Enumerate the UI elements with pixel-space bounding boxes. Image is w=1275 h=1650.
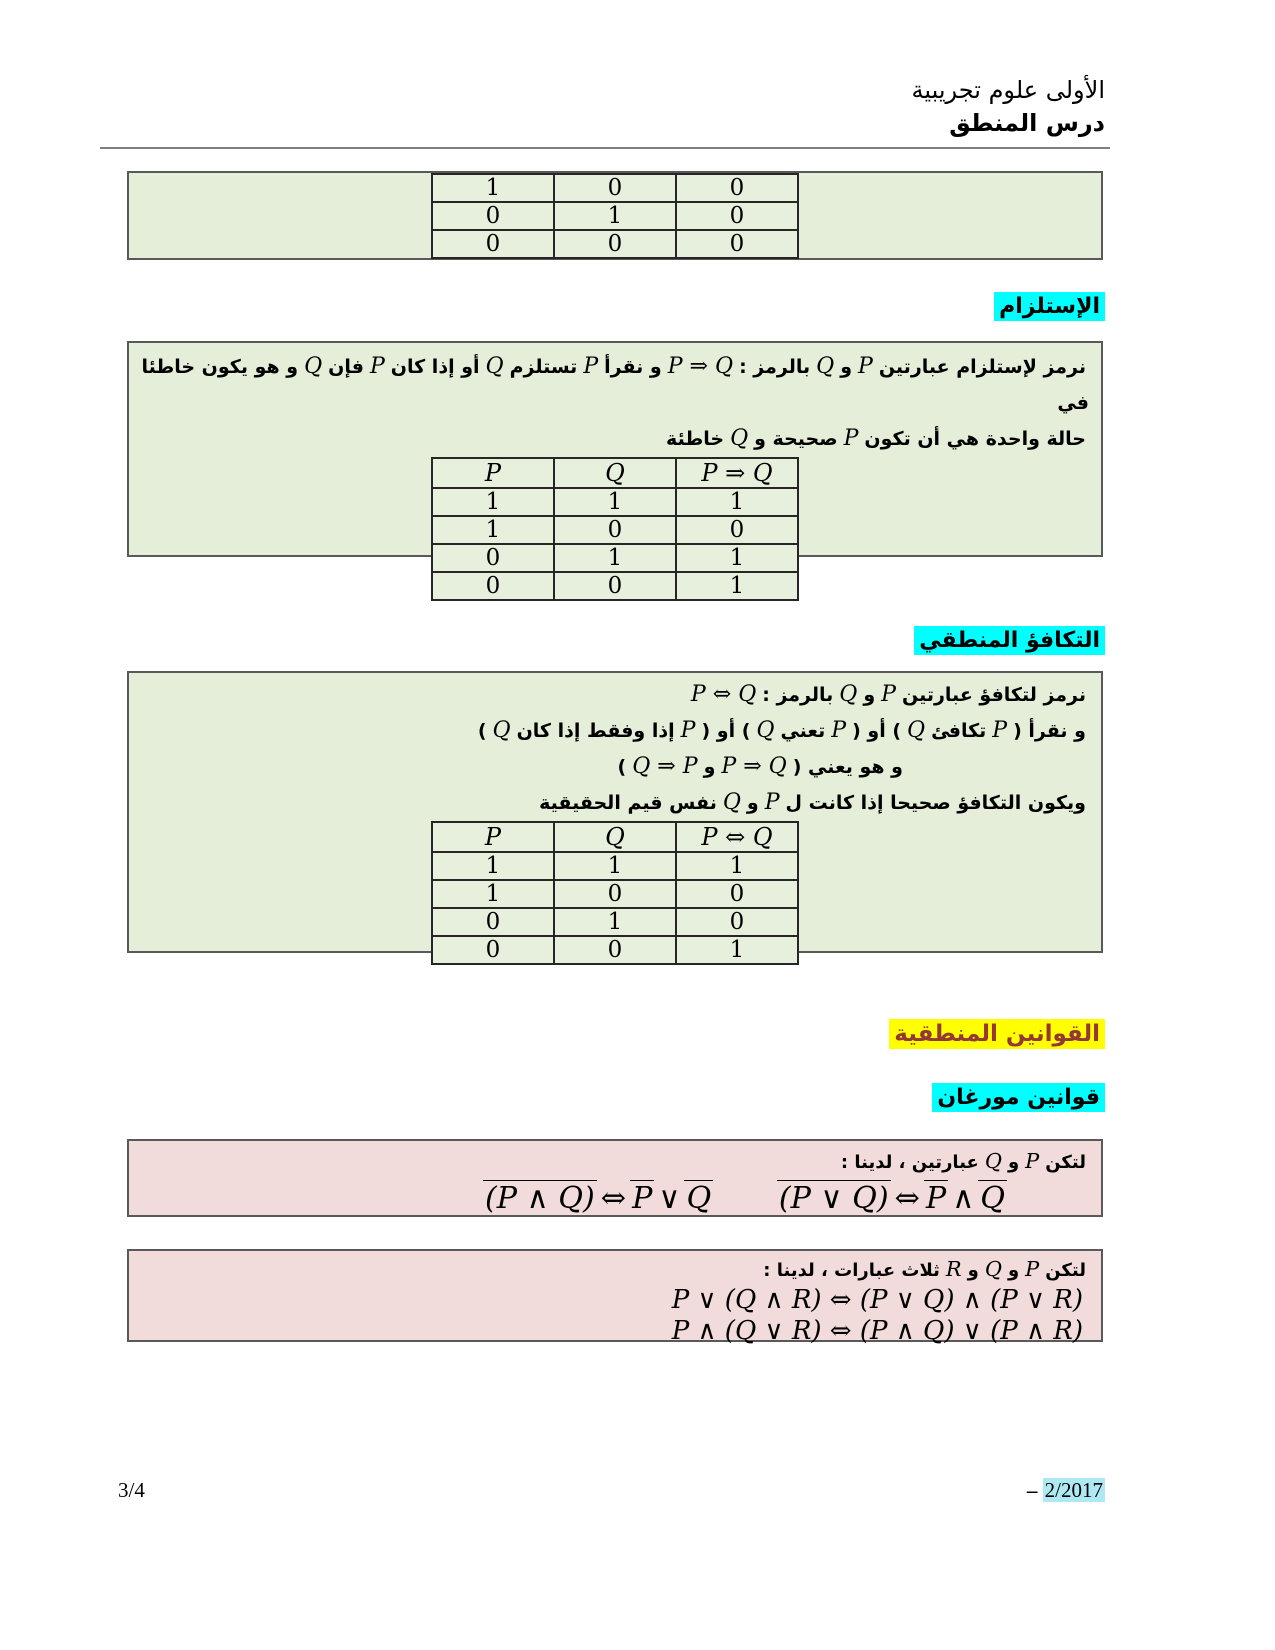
table-header-cell: P <box>432 822 554 852</box>
math-segment: P <box>764 790 780 815</box>
text-segment: و <box>840 356 852 378</box>
morgan-laws-heading: قوانين مورغان <box>932 1083 1105 1112</box>
table-cell: 0 <box>554 230 676 258</box>
math-segment: Q <box>980 1181 1005 1216</box>
footer-date-value: 2/2017 <box>1044 1478 1103 1502</box>
morgan-laws-box <box>127 1139 1103 1217</box>
text-segment: و <box>746 792 759 814</box>
table-cell: 1 <box>554 202 676 230</box>
table-cell: 1 <box>554 852 676 880</box>
table-cell: 0 <box>676 174 798 202</box>
text-segment: تعني <box>780 720 826 742</box>
implication-text-line2 <box>129 421 1101 457</box>
text-segment: و <box>967 1260 979 1281</box>
footer-date <box>1027 1478 1105 1503</box>
equivalence-box <box>127 671 1103 963</box>
text-segment: بالرمز : <box>762 684 834 706</box>
text-segment: نرمز لإستلزام عبارتين <box>878 356 1086 378</box>
implication-text-line1 <box>129 349 1101 421</box>
text-segment: بالرمز : <box>739 356 811 378</box>
header-divider <box>100 147 1110 149</box>
text-segment: و <box>863 684 876 706</box>
lesson-title: درس المنطق <box>949 109 1105 137</box>
math-segment: Q <box>839 682 858 707</box>
text-segment: تستلزم <box>509 356 578 378</box>
math-segment: P ⇒ Q <box>721 754 787 779</box>
table-cell: 1 <box>432 880 554 908</box>
math-segment: Q <box>816 354 835 379</box>
table-cell: 0 <box>554 880 676 908</box>
text-segment: إذا وفقط إذا كان <box>516 720 675 742</box>
text-segment: لتكن <box>1045 1260 1086 1281</box>
table-row <box>432 880 798 908</box>
text-segment: ) أو ( <box>701 720 751 742</box>
logical-laws-heading: القوانين المنطقية <box>889 1019 1105 1049</box>
table-cell: 0 <box>432 230 554 258</box>
morgan-formula-or <box>775 1180 1009 1216</box>
table-cell: 1 <box>676 572 798 600</box>
text-segment: صحيحة و <box>754 428 838 450</box>
top-truth-table <box>431 173 799 259</box>
morgan-formula-and <box>481 1180 715 1216</box>
table-row <box>432 572 798 600</box>
math-segment: R <box>945 1257 962 1281</box>
math-segment: Q <box>984 1149 1002 1173</box>
document-header <box>912 74 1106 140</box>
table-row <box>432 174 798 202</box>
text-segment: نفس قيم الحقيقية <box>539 792 717 814</box>
math-segment: P <box>881 682 896 707</box>
table-header-cell: P ⇔ Q <box>676 822 798 852</box>
math-segment: P <box>843 426 859 451</box>
table-cell: 0 <box>432 202 554 230</box>
text-segment: لتكن <box>1045 1152 1086 1173</box>
text-segment: ) أو ( <box>852 720 902 742</box>
table-cell: 1 <box>676 544 798 572</box>
math-segment: Q <box>756 718 775 743</box>
table-cell: 0 <box>676 230 798 258</box>
text-segment: و نقرأ ( <box>1013 720 1086 742</box>
math-segment: P <box>1025 1149 1040 1173</box>
math-segment: P <box>369 354 385 379</box>
text-segment: حالة واحدة هي أن تكون <box>864 428 1086 450</box>
table-cell: 0 <box>676 880 798 908</box>
math-segment: (P ∨ Q) <box>778 1181 889 1216</box>
footer-dash: – <box>1026 1478 1038 1502</box>
table-row <box>432 936 798 964</box>
math-segment: ⇔ <box>600 1181 627 1216</box>
math-segment: ∧ <box>952 1181 975 1216</box>
table-cell: 0 <box>554 572 676 600</box>
table-cell: 0 <box>432 544 554 572</box>
table-cell: 1 <box>554 544 676 572</box>
table-row <box>432 488 798 516</box>
table-cell: 1 <box>676 936 798 964</box>
distributivity-box <box>127 1249 1103 1346</box>
math-segment: P <box>583 354 599 379</box>
table-header-cell: P <box>432 458 554 488</box>
table-cell: 1 <box>432 174 554 202</box>
table-cell: 0 <box>554 174 676 202</box>
table-cell: 0 <box>676 908 798 936</box>
table-cell: 1 <box>554 908 676 936</box>
table-cell: 0 <box>676 202 798 230</box>
table-cell: 0 <box>432 936 554 964</box>
math-segment: P <box>1025 1257 1040 1281</box>
table-cell: 1 <box>676 852 798 880</box>
top-truth-table-box <box>127 171 1103 260</box>
distributivity-formula-2: P ∧ (Q ∨ R) ⇔ (P ∧ Q) ∨ (P ∧ R) <box>671 1316 1083 1346</box>
table-cell: 1 <box>432 852 554 880</box>
text-segment: عبارتين ، لدينا : <box>840 1152 979 1173</box>
math-segment: Q <box>304 354 323 379</box>
text-segment: نرمز لتكافؤ عبارتين <box>902 684 1086 706</box>
implication-truth-table <box>431 457 799 601</box>
table-cell: 0 <box>432 572 554 600</box>
text-segment: ويكون التكافؤ صحيحا إذا كانت ل <box>785 792 1086 814</box>
equivalence-text-line4 <box>129 785 1101 821</box>
text-segment: ) <box>477 720 487 742</box>
text-segment: و <box>703 756 716 778</box>
table-row <box>432 852 798 880</box>
math-segment: P <box>858 354 873 379</box>
math-segment: Q <box>686 1181 712 1216</box>
math-segment: P <box>680 718 696 743</box>
morgan-intro-line <box>129 1146 1101 1178</box>
math-segment: P <box>992 718 1008 743</box>
morgan-formulas-row <box>129 1180 1101 1216</box>
implication-heading: الإستلزام <box>994 292 1105 321</box>
equivalence-text-line1 <box>129 677 1101 713</box>
math-segment: Q <box>722 790 741 815</box>
math-segment: P <box>632 1181 653 1216</box>
table-row <box>432 202 798 230</box>
table-row <box>432 230 798 258</box>
table-row <box>432 516 798 544</box>
table-cell: 0 <box>432 908 554 936</box>
table-header-row <box>432 822 798 852</box>
math-segment: P ⇔ Q <box>690 682 757 707</box>
table-header-row <box>432 458 798 488</box>
table-cell: 1 <box>676 488 798 516</box>
math-segment: ⇔ <box>894 1181 920 1216</box>
table-cell: 0 <box>676 516 798 544</box>
math-segment: P <box>925 1181 947 1216</box>
text-segment: و هو يكون خاطئا في <box>141 356 1089 414</box>
equivalence-text-line3 <box>129 749 1101 785</box>
equivalence-heading: التكافؤ المنطقي <box>914 626 1105 655</box>
text-segment: و نقرأ <box>604 356 662 378</box>
equivalence-text-line2 <box>129 713 1101 749</box>
table-header-cell: Q <box>554 458 676 488</box>
math-segment: Q <box>492 718 511 743</box>
text-segment: و <box>1007 1260 1020 1281</box>
math-segment: Q <box>907 718 926 743</box>
table-cell: 0 <box>554 936 676 964</box>
school-level: الأولى علوم تجريبية <box>911 76 1105 104</box>
table-cell: 1 <box>554 488 676 516</box>
text-segment: و هو يعني ( <box>792 756 903 778</box>
math-segment: P ⇒ Q <box>667 354 734 379</box>
text-segment: خاطئة <box>666 428 725 450</box>
math-segment: (P ∧ Q) <box>485 1181 595 1216</box>
distributivity-formula-1: P ∨ (Q ∧ R) ⇔ (P ∨ Q) ∧ (P ∨ R) <box>671 1285 1083 1315</box>
text-segment: فإن <box>328 356 364 378</box>
math-segment: Q <box>984 1257 1002 1281</box>
text-segment: و <box>1007 1152 1020 1173</box>
math-segment: Q <box>485 354 504 379</box>
table-cell: 0 <box>554 516 676 544</box>
math-segment: P <box>831 718 847 743</box>
equivalence-truth-table <box>431 821 799 965</box>
page-number: 3/4 <box>118 1478 145 1502</box>
text-segment: تكافئ <box>931 720 987 742</box>
math-segment: Q <box>730 426 749 451</box>
text-segment: أو إذا كان <box>390 356 480 378</box>
table-row <box>432 544 798 572</box>
text-segment: ثلاث عبارات ، لدينا : <box>763 1260 940 1281</box>
table-cell: 1 <box>432 516 554 544</box>
table-row <box>432 908 798 936</box>
distributivity-intro-line <box>129 1255 1101 1285</box>
table-header-cell: Q <box>554 822 676 852</box>
table-header-cell: P ⇒ Q <box>676 458 798 488</box>
math-segment: Q ⇒ P <box>632 754 698 779</box>
table-cell: 1 <box>432 488 554 516</box>
implication-box <box>127 341 1103 599</box>
text-segment: ) <box>617 756 627 778</box>
math-segment: ∨ <box>658 1181 681 1216</box>
